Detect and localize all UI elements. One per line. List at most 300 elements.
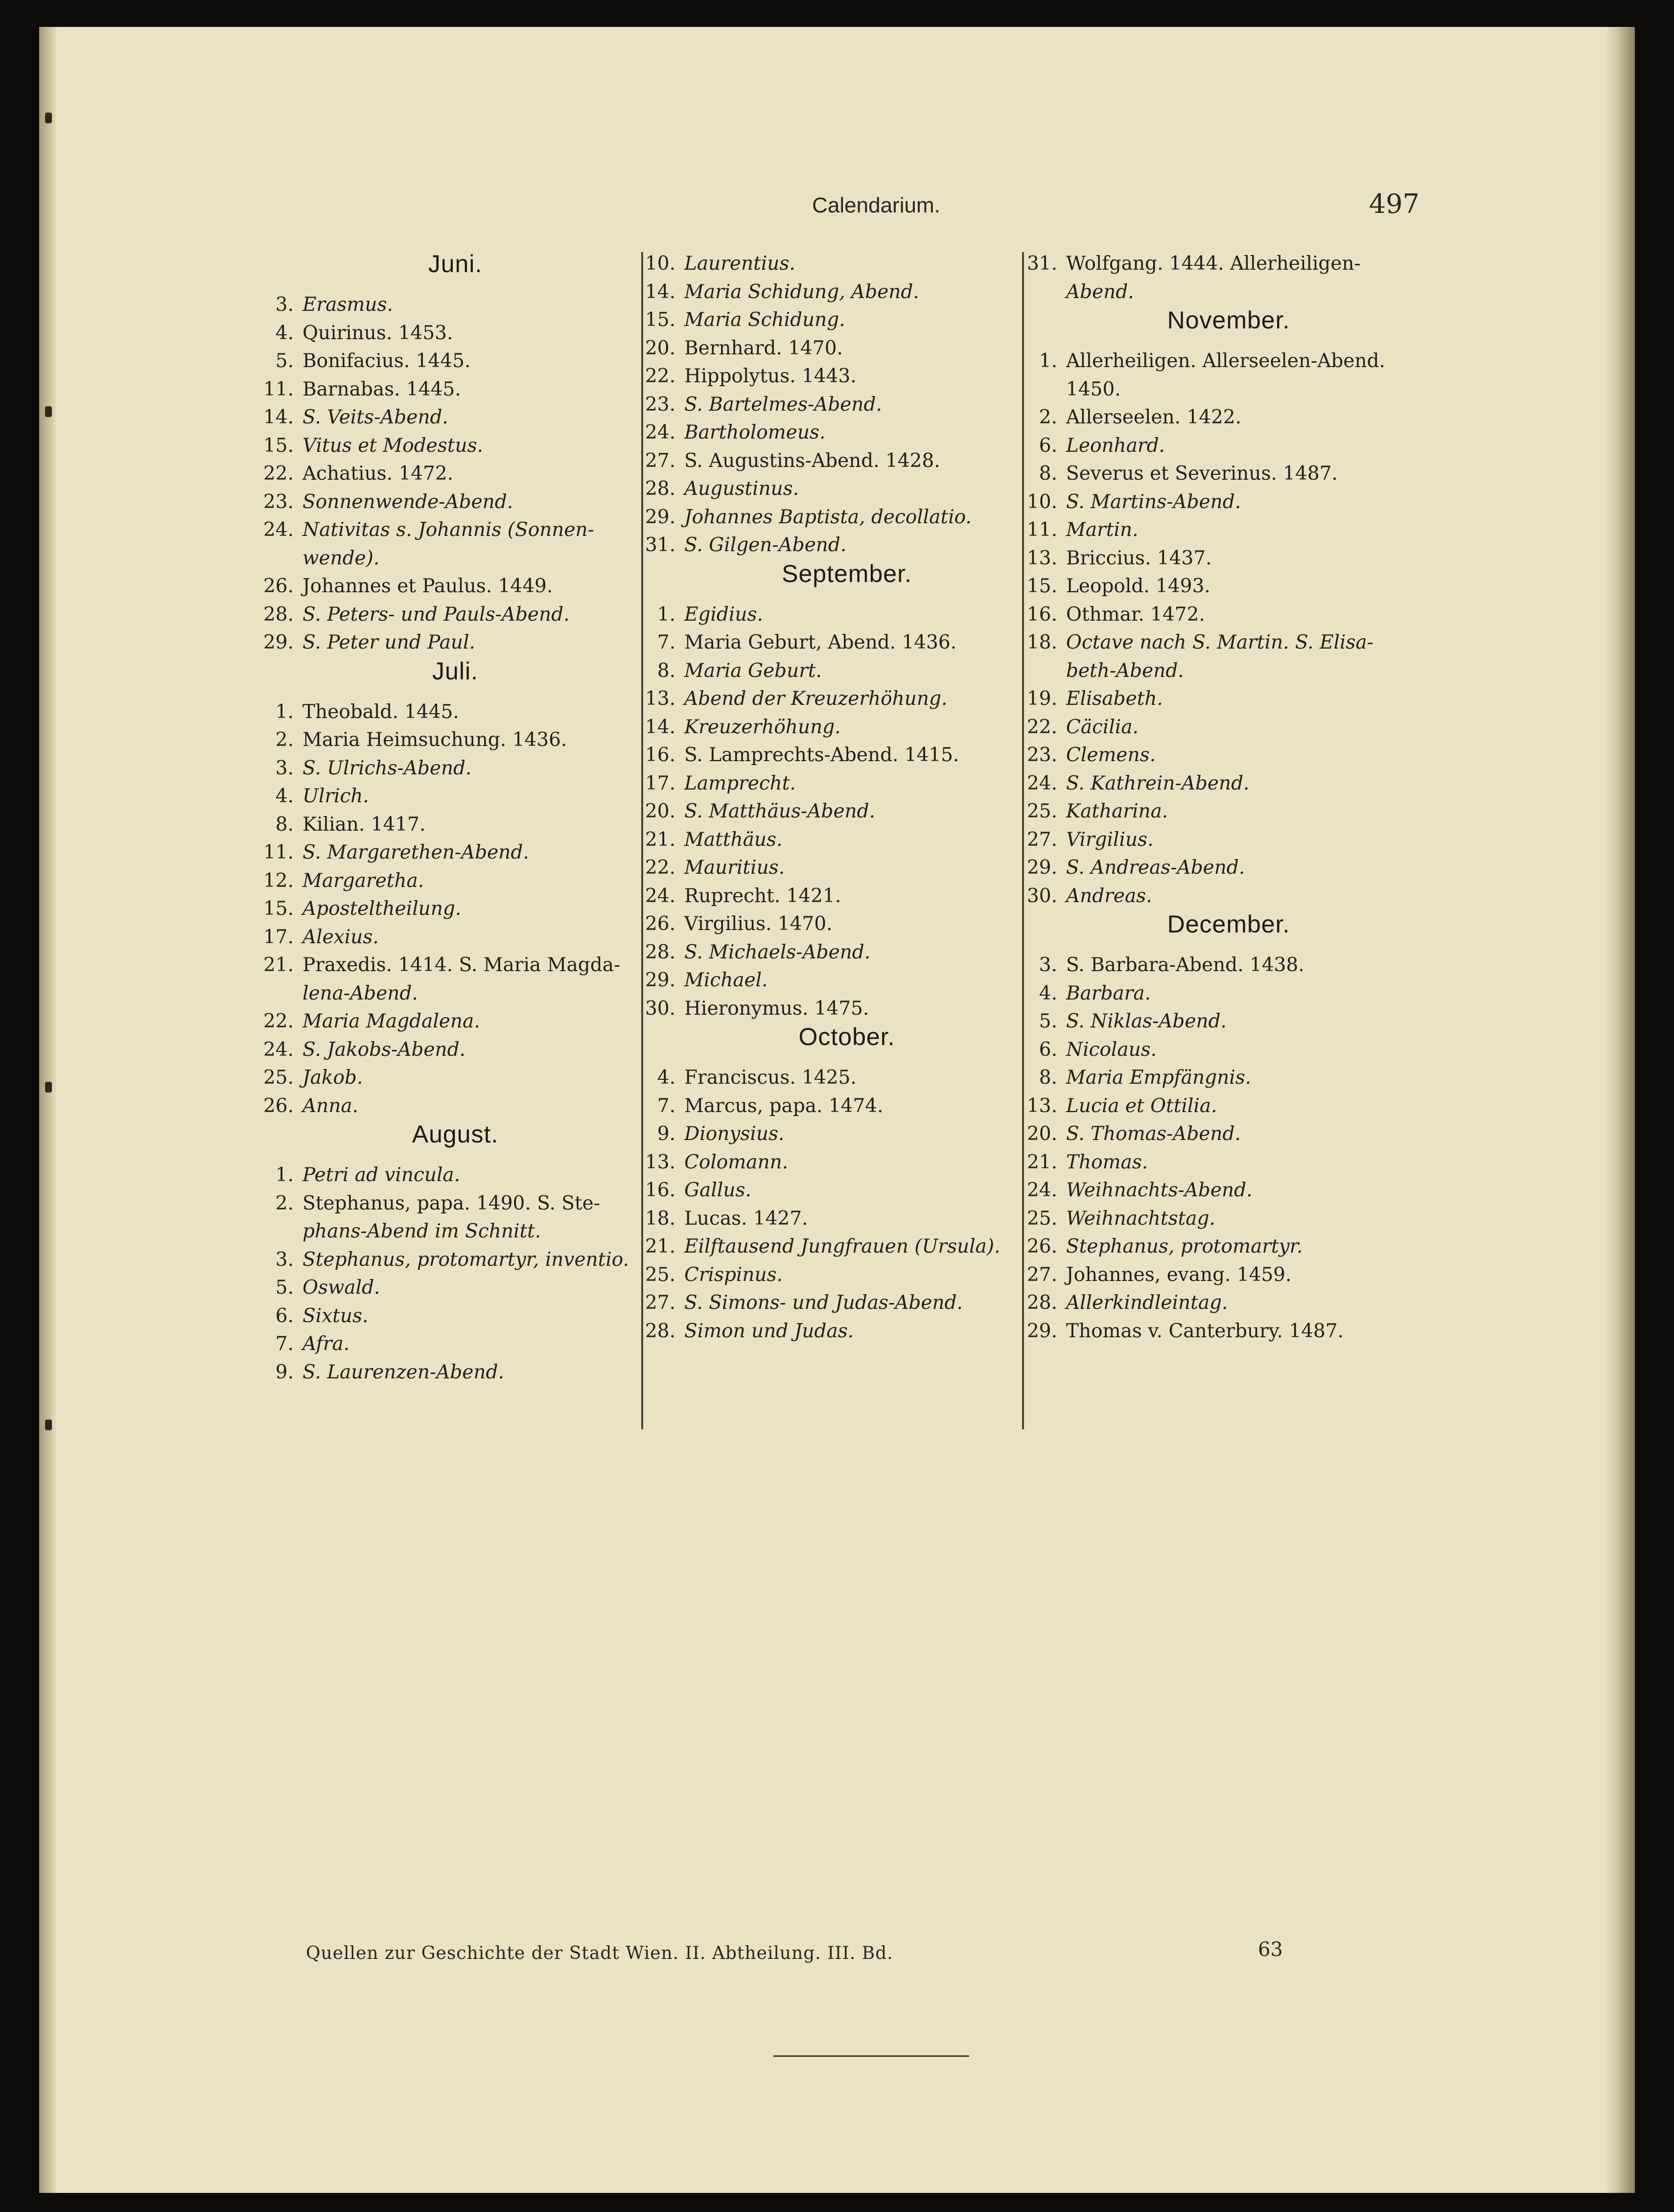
feast-name: Abend der Kreuzerhöhung.: [684, 688, 948, 710]
month-section: [255, 1120, 656, 1386]
day-number: 4.: [1039, 982, 1057, 1004]
calendar-entry: [636, 1261, 1057, 1289]
feast-name: S. Peters- und Pauls-Abend.: [302, 603, 570, 626]
feast-name: Bonifacius. 1445.: [302, 350, 471, 372]
calendar-entry: [1018, 250, 1439, 278]
feast-name: Crispinus.: [684, 1263, 783, 1286]
feast-name: Stephanus, protomartyr, inventio.: [302, 1248, 629, 1271]
feast-name: Othmar. 1472.: [1066, 603, 1205, 626]
day-number: 23.: [1026, 744, 1057, 766]
feast-name: Erasmus.: [302, 294, 393, 316]
month-section: [636, 559, 1057, 1023]
calendar-entry: [636, 1148, 1057, 1177]
day-number: 3.: [275, 1248, 294, 1271]
calendar-entry: [255, 838, 656, 867]
feast-name: Achatius. 1472.: [302, 463, 454, 485]
calendar-entry: [636, 306, 1057, 334]
day-number: 10.: [1026, 490, 1057, 513]
calendar-entry: [636, 278, 1057, 306]
calendar-entry: [255, 811, 656, 839]
calendar-entry: [1018, 488, 1439, 516]
calendar-entry: [1018, 1092, 1439, 1120]
day-number: 19.: [1026, 688, 1057, 710]
calendar-entry: [636, 531, 1057, 559]
day-number: 3.: [275, 294, 294, 316]
calendar-entry: [255, 347, 656, 375]
calendar-entry: [1018, 882, 1439, 910]
feast-name: Thomas.: [1066, 1151, 1148, 1173]
day-number: 3.: [275, 757, 294, 779]
calendar-entry: [255, 291, 656, 319]
calendar-entry: [1018, 1289, 1439, 1317]
calendar-entry: [1018, 629, 1439, 657]
feast-name: Severus et Severinus. 1487.: [1066, 463, 1338, 485]
calendar-entry: [255, 516, 656, 544]
calendar-entry: [636, 657, 1057, 685]
day-number: 4.: [275, 785, 294, 807]
feast-name: Laurentius.: [684, 253, 795, 275]
calendar-entry: [636, 447, 1057, 475]
calendar-entry: [1018, 1176, 1439, 1205]
day-number: 5.: [275, 350, 294, 372]
calendar-entry: [1018, 685, 1439, 713]
feast-name: Virgilius. 1470.: [684, 913, 833, 935]
page-edge: [1605, 27, 1635, 2193]
feast-name: Theobald. 1445.: [302, 700, 459, 723]
day-number: 11.: [263, 378, 294, 400]
feast-name: Lamprecht.: [684, 772, 796, 794]
feast-name: Allerkindleintag.: [1066, 1292, 1228, 1314]
calendar-entry: [1018, 375, 1439, 404]
feast-name: S. Laurenzen-Abend.: [302, 1361, 504, 1383]
calendar-entry: [1018, 826, 1439, 854]
day-number: 13.: [1026, 547, 1057, 569]
day-number: 9.: [657, 1123, 675, 1145]
feast-name: S. Niklas-Abend.: [1066, 1010, 1227, 1032]
feast-name: Eilftausend Jungfrauen (Ursula).: [684, 1235, 1000, 1257]
day-number: 2.: [275, 1192, 294, 1214]
day-number: 1.: [1039, 350, 1057, 372]
calendar-entry: [255, 1161, 656, 1189]
feast-name: Simon und Judas.: [684, 1320, 854, 1342]
month-heading: October.: [798, 1023, 895, 1050]
day-number: 11.: [1026, 519, 1057, 541]
month-section: [1018, 910, 1439, 1345]
calendar-entry: [255, 375, 656, 404]
calendar-entry: [636, 1233, 1057, 1261]
day-number: 25.: [1026, 1207, 1057, 1230]
feast-name: Jakob.: [302, 1067, 363, 1089]
day-number: 18.: [1026, 631, 1057, 653]
feast-name: Michael.: [684, 969, 768, 991]
calendar-entry: [1018, 347, 1439, 375]
column-divider: [1022, 252, 1024, 1429]
feast-name: Gallus.: [684, 1179, 751, 1201]
day-number: 10.: [645, 253, 675, 275]
column-3: [1018, 250, 1439, 1345]
day-number: 14.: [645, 280, 675, 303]
feast-name: Afra.: [302, 1333, 350, 1355]
month-section: [1018, 306, 1439, 910]
calendar-entry: [1018, 1233, 1439, 1261]
calendar-entry: [636, 1317, 1057, 1346]
day-number: 17.: [645, 772, 675, 794]
calendar-entry: [636, 713, 1057, 742]
month-heading: September.: [782, 559, 912, 587]
day-number: 29.: [1026, 857, 1057, 879]
day-number: 18.: [645, 1207, 675, 1230]
day-number: 13.: [1026, 1094, 1057, 1117]
day-number: 3.: [1039, 954, 1057, 976]
feast-name: Ruprecht. 1421.: [684, 885, 841, 907]
calendar-entry: [1018, 797, 1439, 826]
day-number: 1.: [657, 603, 675, 626]
day-number: 29.: [1026, 1320, 1057, 1342]
feast-name: Bartholomeus.: [684, 421, 826, 443]
feast-name: S. Peter und Paul.: [302, 631, 475, 653]
day-number: 7.: [657, 1094, 675, 1117]
calendar-entry: [636, 797, 1057, 826]
day-number: 16.: [645, 1179, 675, 1201]
day-number: 15.: [1026, 575, 1057, 597]
feast-name: Octave nach S. Martin. S. Elisa-: [1066, 631, 1373, 653]
day-number: 13.: [645, 688, 675, 710]
day-number: 24.: [1026, 772, 1057, 794]
day-number: [1018, 657, 1066, 685]
feast-name: Martin.: [1066, 519, 1139, 541]
book-page: [39, 27, 1635, 2193]
feast-name: Anna.: [302, 1094, 359, 1117]
feast-name: S. Augustins-Abend. 1428.: [684, 449, 940, 472]
feast-name: Johannes, evang. 1459.: [1066, 1263, 1292, 1286]
day-number: 21.: [645, 1235, 675, 1257]
day-number: 26.: [263, 1094, 294, 1117]
feast-name: Maria Geburt.: [684, 659, 822, 682]
day-number: [1018, 278, 1066, 306]
day-number: 15.: [263, 434, 294, 457]
calendar-entry: [636, 391, 1057, 419]
calendar-entry: [255, 726, 656, 754]
feast-name: Franciscus. 1425.: [684, 1067, 857, 1089]
day-number: 14.: [263, 406, 294, 428]
calendar-entry: [1018, 979, 1439, 1008]
day-number: 21.: [1026, 1151, 1057, 1173]
feast-name: Quirinus. 1453.: [302, 322, 453, 344]
feast-name: Thomas v. Canterbury. 1487.: [1066, 1320, 1344, 1342]
day-number: [255, 544, 302, 573]
day-number: 4.: [275, 322, 294, 344]
calendar-entry: [1018, 1261, 1439, 1289]
day-number: 25.: [645, 1263, 675, 1286]
calendar-entry: [1018, 432, 1439, 460]
feast-name: Barnabas. 1445.: [302, 378, 461, 400]
day-number: 8.: [1039, 463, 1057, 485]
calendar-entry: [1018, 1120, 1439, 1148]
month-section: [636, 250, 1057, 559]
feast-name: S. Kathrein-Abend.: [1066, 772, 1250, 794]
month-section: [255, 657, 656, 1120]
month-section: [255, 250, 656, 657]
day-number: 13.: [645, 1151, 675, 1173]
day-number: 9.: [275, 1361, 294, 1383]
feast-name: Katharina.: [1066, 800, 1168, 822]
feast-name: Barbara.: [1066, 982, 1151, 1004]
calendar-entry: [255, 1330, 656, 1358]
day-number: 25.: [263, 1067, 294, 1089]
day-number: 7.: [275, 1333, 294, 1355]
calendar-entry: [255, 1274, 656, 1302]
calendar-entry: [636, 910, 1057, 938]
calendar-entry: [1018, 741, 1439, 769]
feast-name: Ulrich.: [302, 785, 369, 807]
feast-name: Alexius.: [302, 926, 379, 948]
calendar-entry: [255, 867, 656, 895]
feast-name: Petri ad vincula.: [302, 1164, 461, 1186]
feast-name: Margaretha.: [302, 869, 424, 892]
month-section: [1018, 250, 1439, 306]
calendar-entry: [1018, 1205, 1439, 1233]
feast-name: Wolfgang. 1444. Allerheiligen-: [1066, 253, 1361, 275]
binding-tack: [45, 113, 52, 123]
day-number: 15.: [263, 898, 294, 920]
feast-name: phans-Abend im Schnitt.: [302, 1220, 541, 1242]
day-number: 24.: [263, 1038, 294, 1061]
month-heading: August.: [412, 1120, 499, 1148]
calendar-entry: [636, 1176, 1057, 1205]
feast-name: S. Ulrichs-Abend.: [302, 757, 472, 779]
day-number: 31.: [645, 534, 675, 556]
feast-name: S. Margarethen-Abend.: [302, 841, 529, 863]
calendar-entry: [255, 572, 656, 601]
day-number: 20.: [1026, 1123, 1057, 1145]
feast-name: Kilian. 1417.: [302, 813, 426, 836]
day-number: [1018, 375, 1066, 404]
calendar-entry: [255, 1189, 656, 1218]
day-number: 24.: [645, 421, 675, 443]
day-number: 27.: [645, 1292, 675, 1314]
day-number: 29.: [645, 506, 675, 528]
footer-text: Quellen zur Geschichte der Stadt Wien. II. Abtheilung. III. Bd.: [306, 1943, 893, 1963]
calendar-entry: [255, 1036, 656, 1064]
calendar-entry: [636, 1289, 1057, 1317]
day-number: 8.: [657, 659, 675, 682]
feast-name: Maria Heimsuchung. 1436.: [302, 729, 567, 751]
day-number: 20.: [645, 337, 675, 359]
day-number: 23.: [263, 490, 294, 513]
day-number: 28.: [1026, 1292, 1057, 1314]
day-number: [255, 979, 302, 1008]
feast-name: Weihnachts-Abend.: [1066, 1179, 1253, 1201]
day-number: 17.: [263, 926, 294, 948]
day-number: 22.: [1026, 716, 1057, 738]
calendar-entry: [255, 979, 656, 1008]
day-number: 14.: [645, 716, 675, 738]
day-number: 26.: [645, 913, 675, 935]
feast-name: beth-Abend.: [1066, 659, 1184, 682]
calendar-entry: [255, 601, 656, 629]
calendar-entry: [1018, 403, 1439, 432]
calendar-entry: [636, 250, 1057, 278]
feast-name: S. Gilgen-Abend.: [684, 534, 847, 556]
feast-name: Sonnenwende-Abend.: [302, 490, 513, 513]
day-number: 15.: [645, 309, 675, 331]
calendar-entry: [1018, 601, 1439, 629]
day-number: 27.: [1026, 1263, 1057, 1286]
binding-tack: [45, 1420, 52, 1430]
feast-name: Vitus et Modestus.: [302, 434, 483, 457]
day-number: 27.: [1026, 828, 1057, 851]
calendar-entry: [1018, 713, 1439, 742]
calendar-entry: [255, 460, 656, 488]
calendar-entry: [255, 698, 656, 726]
day-number: 26.: [263, 575, 294, 597]
day-number: 27.: [645, 449, 675, 472]
calendar-entry: [255, 403, 656, 432]
feast-name: Maria Magdalena.: [302, 1010, 480, 1032]
day-number: 16.: [1026, 603, 1057, 626]
calendar-entry: [636, 334, 1057, 363]
calendar-entry: [255, 629, 656, 657]
feast-name: S. Matthäus-Abend.: [684, 800, 876, 822]
feast-name: lena-Abend.: [302, 982, 418, 1004]
day-number: 28.: [645, 941, 675, 963]
binding-tack: [45, 1082, 52, 1093]
feast-name: Hieronymus. 1475.: [684, 997, 869, 1020]
day-number: 28.: [263, 603, 294, 626]
calendar-entry: [636, 629, 1057, 657]
calendar-entry: [255, 544, 656, 573]
binding-tack: [45, 406, 52, 417]
calendar-entry: [636, 1064, 1057, 1092]
calendar-entry: [636, 601, 1057, 629]
calendar-entry: [1018, 1064, 1439, 1092]
day-number: 1.: [275, 1164, 294, 1186]
feast-name: 1450.: [1066, 378, 1121, 400]
calendar-entry: [255, 754, 656, 783]
calendar-entry: [1018, 657, 1439, 685]
calendar-entry: [1018, 769, 1439, 798]
calendar-entry: [1018, 951, 1439, 979]
column-divider: [641, 252, 643, 1429]
feast-name: Marcus, papa. 1474.: [684, 1094, 884, 1117]
day-number: 20.: [645, 800, 675, 822]
calendar-entry: [636, 475, 1057, 503]
day-number: 31.: [1026, 253, 1057, 275]
calendar-entry: [1018, 1007, 1439, 1036]
day-number: 24.: [645, 885, 675, 907]
feast-name: Johannes Baptista, decollatio.: [684, 506, 972, 528]
day-number: 26.: [1026, 1235, 1057, 1257]
month-heading: November.: [1167, 306, 1290, 334]
day-number: 7.: [657, 631, 675, 653]
calendar-entry: [1018, 1148, 1439, 1177]
calendar-entry: [255, 1092, 656, 1120]
feast-name: Matthäus.: [684, 828, 783, 851]
calendar-entry: [1018, 544, 1439, 573]
feast-name: Hippolytus. 1443.: [684, 365, 857, 387]
signature-mark: 63: [1258, 1938, 1283, 1961]
day-number: 5.: [275, 1277, 294, 1299]
feast-name: Mauritius.: [684, 857, 785, 879]
day-number: 5.: [1039, 1010, 1057, 1032]
feast-name: Sixtus.: [302, 1304, 369, 1327]
feast-name: Stephanus, protomartyr.: [1066, 1235, 1303, 1257]
feast-name: Nativitas s. Johannis (Sonnen-: [302, 519, 594, 541]
feast-name: Johannes et Paulus. 1449.: [302, 575, 553, 597]
day-number: 21.: [263, 954, 294, 976]
calendar-entry: [636, 938, 1057, 967]
day-number: 11.: [263, 841, 294, 863]
day-number: 2.: [1039, 406, 1057, 428]
feast-name: S. Simons- und Judas-Abend.: [684, 1292, 963, 1314]
feast-name: Andreas.: [1066, 885, 1152, 907]
feast-name: Lucas. 1427.: [684, 1207, 808, 1230]
calendar-entry: [1018, 572, 1439, 601]
day-number: 28.: [645, 478, 675, 500]
day-number: 12.: [263, 869, 294, 892]
feast-name: Virgilius.: [1066, 828, 1154, 851]
calendar-entry: [636, 741, 1057, 769]
feast-name: Praxedis. 1414. S. Maria Magda-: [302, 954, 621, 976]
calendar-entry: [636, 966, 1057, 995]
calendar-entry: [255, 1217, 656, 1246]
day-number: 28.: [645, 1320, 675, 1342]
calendar-entry: [636, 1205, 1057, 1233]
feast-name: S. Lamprechts-Abend. 1415.: [684, 744, 959, 766]
feast-name: S. Martins-Abend.: [1066, 490, 1241, 513]
feast-name: Allerheiligen. Allerseelen-Abend.: [1066, 350, 1385, 372]
calendar-entry: [636, 882, 1057, 910]
calendar-entry: [255, 923, 656, 952]
calendar-entry: [255, 1246, 656, 1274]
calendar-entry: [255, 1302, 656, 1330]
feast-name: Clemens.: [1066, 744, 1156, 766]
feast-name: Oswald.: [302, 1277, 380, 1299]
calendar-entry: [255, 895, 656, 923]
feast-name: Lucia et Ottilia.: [1066, 1094, 1217, 1117]
feast-name: S. Bartelmes-Abend.: [684, 393, 882, 416]
calendar-entry: [1018, 854, 1439, 882]
calendar-entry: [1018, 1317, 1439, 1346]
binding-gutter: [39, 27, 58, 2193]
feast-name: Maria Schidung, Abend.: [684, 280, 919, 303]
day-number: 24.: [263, 519, 294, 541]
feast-name: Maria Geburt, Abend. 1436.: [684, 631, 957, 653]
day-number: 6.: [1039, 434, 1057, 457]
calendar-entry: [636, 1120, 1057, 1148]
feast-name: Augustinus.: [684, 478, 799, 500]
calendar-entry: [1018, 516, 1439, 544]
day-number: 25.: [1026, 800, 1057, 822]
month-heading: Juli.: [432, 657, 478, 685]
feast-name: Allerseelen. 1422.: [1066, 406, 1242, 428]
page-number: 497: [1369, 188, 1419, 219]
feast-name: S. Andreas-Abend.: [1066, 857, 1245, 879]
column-1: [255, 250, 656, 1386]
feast-name: Stephanus, papa. 1490. S. Ste-: [302, 1192, 600, 1214]
calendar-entry: [255, 782, 656, 811]
day-number: 4.: [657, 1067, 675, 1089]
day-number: 22.: [645, 365, 675, 387]
feast-name: S. Thomas-Abend.: [1066, 1123, 1241, 1145]
month-heading: Juni.: [428, 250, 483, 278]
feast-name: Briccius. 1437.: [1066, 547, 1212, 569]
calendar-entry: [255, 1064, 656, 1092]
calendar-entry: [636, 685, 1057, 713]
day-number: 21.: [645, 828, 675, 851]
day-number: 29.: [645, 969, 675, 991]
calendar-entry: [255, 1358, 656, 1387]
